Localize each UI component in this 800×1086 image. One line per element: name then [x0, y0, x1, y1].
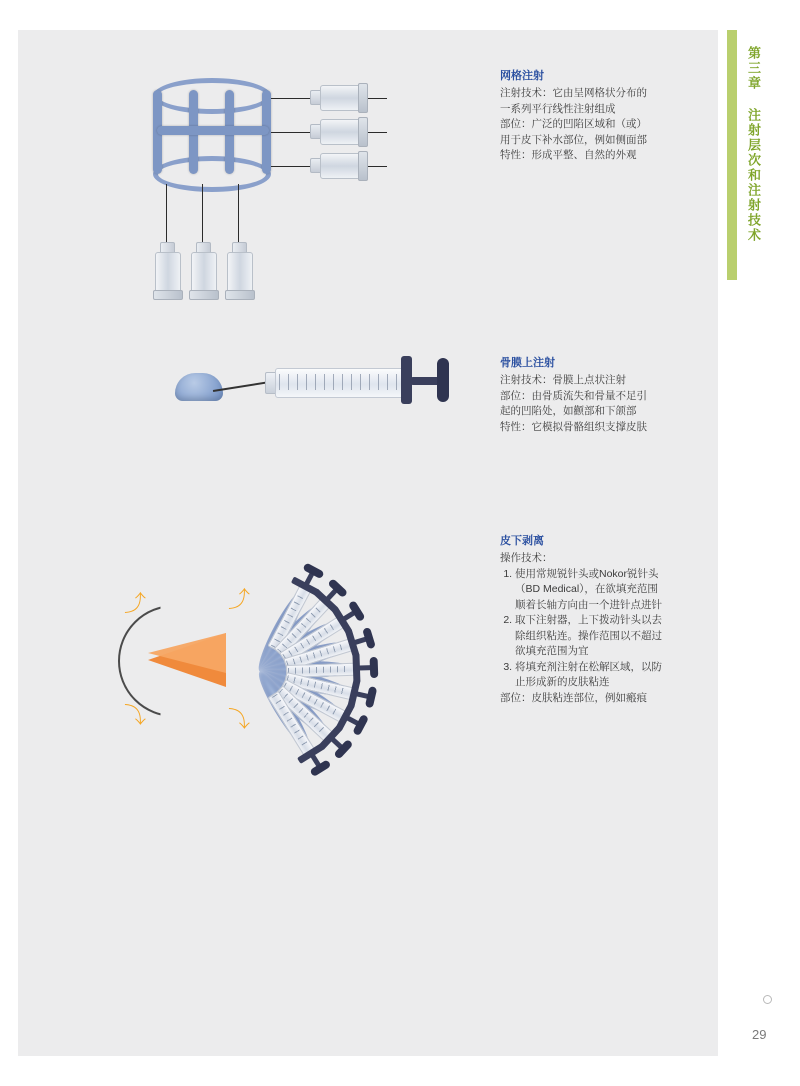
lattice-bar: [157, 126, 269, 135]
syringe-vertical: [152, 242, 182, 298]
section-line: 用于皮下补水部位，例如侧面部: [500, 133, 647, 146]
syringe-horizontal: [310, 82, 366, 112]
syringe-barrel: [191, 252, 217, 294]
syringe-plunger: [189, 290, 219, 300]
syringe-horizontal: [310, 116, 366, 146]
syringe-vertical: [224, 242, 254, 298]
needle-cone-narrow: [148, 633, 226, 673]
syringe-plunger: [358, 117, 368, 147]
needle-line: [202, 184, 203, 244]
list-item: 2. 取下注射器，上下拨动针头以去除组织粘连。操作范围以不超过欲填充范围为宜: [515, 613, 662, 660]
arrow-down-icon: ⤵: [228, 707, 251, 732]
syringe-thumb-rest: [362, 627, 376, 649]
section-title: 骨膜上注射: [500, 357, 555, 369]
section-line: 特性：它模拟骨骼组织支撑皮肤: [500, 420, 647, 433]
syringe-plunger: [358, 151, 368, 181]
fan-of-syringes: [260, 545, 485, 795]
figure-grid-injection: [95, 60, 485, 310]
syringe-thumb-rest: [365, 686, 378, 708]
syringe-barrel: [320, 119, 362, 145]
section-line: 注射技术：它由呈网格状分布的: [500, 87, 647, 99]
syringe-barrel: [155, 252, 181, 294]
syringe-thumb-rest: [437, 358, 449, 402]
lattice-ellipse: [153, 156, 271, 192]
syringe-horizontal: [310, 150, 366, 180]
syringe-plunger: [153, 290, 183, 300]
corner-dot-icon: [763, 995, 772, 1004]
section-line: 部位：由骨质流失和骨量不足引: [500, 389, 647, 402]
syringe-plunger: [225, 290, 255, 300]
syringe-barrel: [227, 252, 253, 294]
list-item: 1. 使用常规锐针头或Nokor锐针头（BD Medical），在欲填充范围顺着长轴方向由一个进针点进针: [515, 567, 662, 614]
syringe-thumb-rest: [302, 562, 324, 579]
figure-subcision: [110, 545, 485, 795]
arrow-up-icon: ⤴: [228, 587, 251, 612]
grid-lattice-illustration: [153, 78, 271, 184]
section-title: 皮下剥离: [500, 535, 544, 547]
section-title: 网格注射: [500, 70, 544, 82]
list-item: 3. 将填充剂注射在松解区域，以防止形成新的皮肤粘连: [515, 660, 662, 691]
section-grid-injection: [500, 68, 662, 164]
syringe-barrel: [320, 85, 362, 111]
section-line: 起的凹陷处，如颧部和下颌部: [500, 405, 637, 417]
section-line: 一系列平行线性注射组成: [500, 102, 616, 115]
figure-supraperiosteal: [175, 360, 475, 450]
section-supraperiosteal-injection: [500, 355, 662, 435]
lattice-ellipse: [153, 78, 271, 114]
needle-line: [166, 184, 167, 244]
arrow-down-icon: ⤵: [124, 703, 147, 728]
syringe-barrel: [320, 153, 362, 179]
section-line: 特性：形成平整、自然的外观: [500, 149, 637, 161]
procedure-step-list: [500, 567, 662, 691]
page-number: 29: [752, 1027, 767, 1042]
chapter-tab-label: 第三章 注射层次和注射技术: [746, 46, 761, 243]
section-intro: 操作技术：: [500, 552, 553, 564]
syringe-vertical: [188, 242, 218, 298]
syringe-thumb-rest: [352, 714, 369, 736]
arrow-up-icon: ⤴: [124, 591, 147, 616]
section-footer: 部位：皮肤粘连部位，例如瘢痕: [500, 691, 647, 704]
section-subcision: [500, 533, 662, 706]
needle-line: [238, 184, 239, 244]
section-line: 注射技术：骨膜上点状注射: [500, 374, 626, 386]
section-line: 部位：广泛的凹陷区域和（或）: [500, 118, 647, 130]
syringe-plunger: [358, 83, 368, 113]
syringe-thumb-rest: [370, 657, 379, 678]
bone-shape: [175, 373, 223, 401]
syringe-scale-marks: [279, 374, 397, 390]
